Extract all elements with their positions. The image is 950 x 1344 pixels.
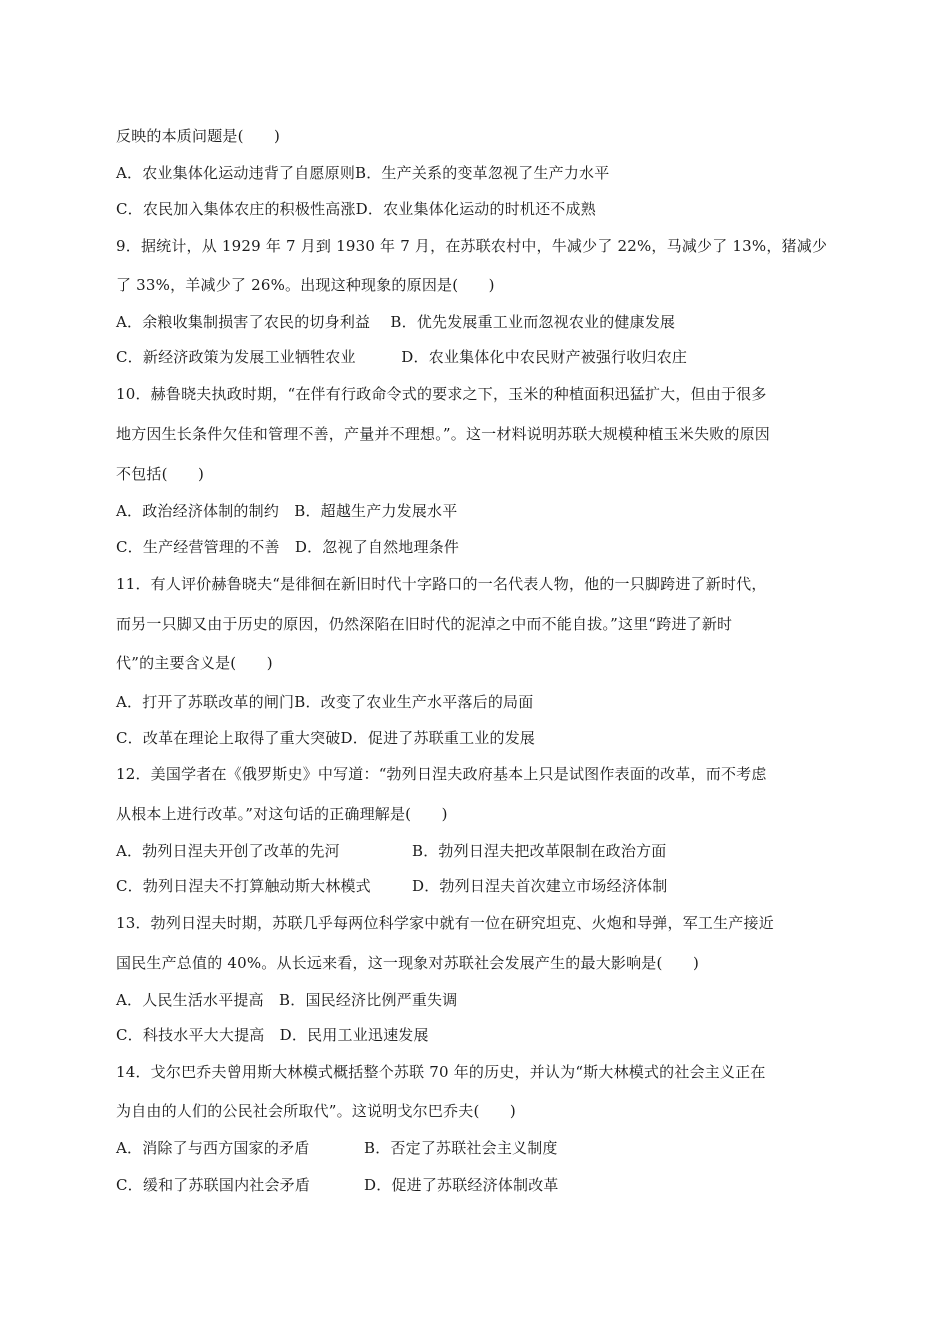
question-12-stem-cont: 从根本上进行改革。”对这句话的正确理解是( ) — [116, 805, 448, 823]
question-12-option-b: B．勃列日涅夫把改革限制在政治方面 — [412, 842, 667, 860]
question-14-option-d: D．促进了苏联经济体制改革 — [364, 1176, 559, 1194]
question-11-stem-cont: 而另一只脚又由于历史的原因，仍然深陷在旧时代的泥淖之中而不能自拔。”这里“跨进了新时 — [116, 615, 733, 633]
question-8-options-cd: C．农民加入集体农庄的积极性高涨D．农业集体化运动的时机还不成熟 — [116, 200, 596, 218]
question-9-options-ab: A．余粮收集制损害了农民的切身利益 B．优先发展重工业而忽视农业的健康发展 — [116, 313, 676, 331]
question-11-options-cd: C．改革在理论上取得了重大突破D．促进了苏联重工业的发展 — [116, 729, 536, 747]
question-11-options-ab: A．打开了苏联改革的闸门B．改变了农业生产水平落后的局面 — [116, 693, 534, 711]
question-11-stem-end: 代”的主要含义是( ) — [116, 654, 273, 672]
question-14-stem: 14．戈尔巴乔夫曾用斯大林模式概括整个苏联 70 年的历史，并认为“斯大林模式的社会主义正在 — [116, 1063, 766, 1081]
question-12-option-c: C．勃列日涅夫不打算触动斯大林模式 — [116, 877, 371, 895]
question-9-stem: 9．据统计，从 1929 年 7 月到 1930 年 7 月，在苏联农村中，牛减少了 22%，马减少了 13%，猪减少 — [116, 237, 828, 255]
question-10-options-cd: C．生产经营管理的不善 D．忽视了自然地理条件 — [116, 538, 460, 556]
question-11-stem: 11．有人评价赫鲁晓夫“是徘徊在新旧时代十字路口的一名代表人物，他的一只脚跨进了新时代， — [116, 575, 767, 593]
question-13-stem-cont: 国民生产总值的 40%。从长远来看，这一现象对苏联社会发展产生的最大影响是( ) — [116, 954, 700, 972]
question-13-options-ab: A．人民生活水平提高 B．国民经济比例严重失调 — [116, 991, 458, 1009]
question-12-option-d: D．勃列日涅夫首次建立市场经济体制 — [412, 877, 668, 895]
question-8-options-ab: A．农业集体化运动违背了自愿原则B．生产关系的变革忽视了生产力水平 — [116, 164, 610, 182]
question-8-stem-end: 反映的本质问题是( ) — [116, 127, 281, 145]
question-13-stem: 13．勃列日涅夫时期，苏联几乎每两位科学家中就有一位在研究坦克、火炮和导弹，军工生产接近 — [116, 914, 774, 932]
question-12-stem: 12．美国学者在《俄罗斯史》中写道：“勃列日涅夫政府基本上只是试图作表面的改革，而不考虑 — [116, 765, 767, 783]
question-14-stem-cont: 为自由的人们的公民社会所取代”。这说明戈尔巴乔夫( ) — [116, 1102, 516, 1120]
question-12-option-a: A．勃列日涅夫开创了改革的先河 — [116, 842, 340, 860]
question-14-option-c: C．缓和了苏联国内社会矛盾 — [116, 1176, 311, 1194]
question-14-option-b: B．否定了苏联社会主义制度 — [364, 1139, 558, 1157]
question-14-option-a: A．消除了与西方国家的矛盾 — [116, 1139, 310, 1157]
question-10-stem-end: 不包括( ) — [116, 465, 205, 483]
question-9-options-cd: C．新经济政策为发展工业牺牲农业 D．农业集体化中农民财产被强行收归农庄 — [116, 348, 688, 366]
question-9-stem-cont: 了 33%，羊减少了 26%。出现这种现象的原因是( ) — [116, 276, 495, 294]
question-13-options-cd: C．科技水平大大提高 D．民用工业迅速发展 — [116, 1026, 429, 1044]
question-10-stem: 10．赫鲁晓夫执政时期，“在伴有行政命令式的要求之下，玉米的种植面积迅猛扩大，但由于很多 — [116, 385, 767, 403]
question-10-options-ab: A．政治经济体制的制约 B．超越生产力发展水平 — [116, 502, 458, 520]
question-10-stem-cont: 地方因生长条件欠佳和管理不善，产量并不理想。”。这一材料说明苏联大规模种植玉米失败的原因 — [116, 425, 770, 443]
